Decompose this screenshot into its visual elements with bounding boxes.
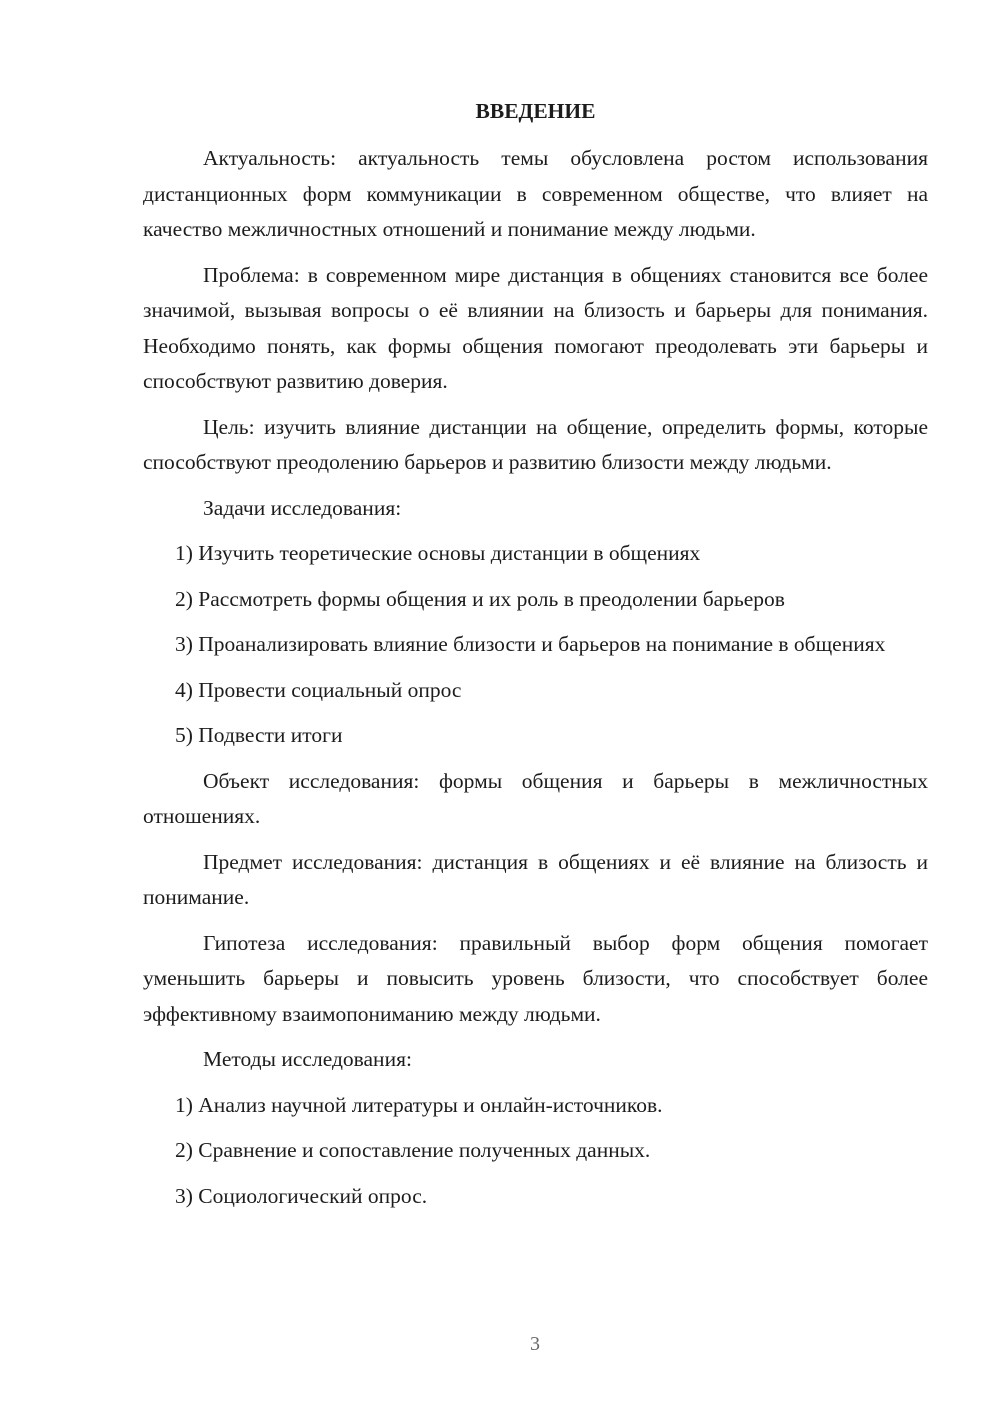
section-title: ВВЕДЕНИЕ bbox=[475, 99, 596, 123]
task-item: 5) Подвести итоги bbox=[175, 723, 343, 747]
method-item: 3) Социологический опрос. bbox=[175, 1183, 428, 1208]
object-paragraph: Объект исследования: формы общения и барьеры в межличностных отношениях. bbox=[143, 768, 928, 828]
task-item: 4) Провести социальный опрос bbox=[175, 677, 462, 702]
page-number: 3 bbox=[530, 1333, 540, 1355]
method-item: 1) Анализ научной литературы и онлайн-источников. bbox=[175, 1092, 663, 1117]
tasks-heading: Задачи исследования: bbox=[203, 495, 402, 520]
goal-paragraph: Цель: изучить влияние дистанции на общение, определить формы, которые способствуют преодолению барьеров и развитию близости между людьми. bbox=[143, 414, 928, 474]
task-item: 3) Проанализировать влияние близости и барьеров на понимание в общениях bbox=[175, 632, 886, 656]
subject-paragraph: Предмет исследования: дистанция в общениях и её влияние на близость и понимание. bbox=[143, 849, 928, 909]
relevance-paragraph: Актуальность: актуальность темы обусловлена ростом использования дистанционных форм коммуникации в современном обществе, что влияет на качество межличностных отношений и понимание между людьми. bbox=[143, 146, 928, 241]
hypothesis-paragraph: Гипотеза исследования: правильный выбор форм общения помогает уменьшить барьеры и повысить уровень близости, что способствует более эффективному взаимопониманию между людьми. bbox=[143, 930, 928, 1026]
task-item: 2) Рассмотреть формы общения и их роль в преодолении барьеров bbox=[175, 586, 785, 611]
method-item: 2) Сравнение и сопоставление полученных данных. bbox=[175, 1138, 651, 1162]
task-item: 1) Изучить теоретические основы дистанции в общениях bbox=[175, 541, 701, 565]
document-page bbox=[143, 94, 928, 1214]
methods-heading: Методы исследования: bbox=[203, 1047, 412, 1071]
problem-paragraph: Проблема: в современном мире дистанция в общениях становится все более значимой, вызывая вопросы о её влиянии на близость и барьеры для понимания. Необходимо понять, как формы общения помогают преодолевать эти барьеры и способствуют развитию доверия. bbox=[143, 262, 928, 393]
